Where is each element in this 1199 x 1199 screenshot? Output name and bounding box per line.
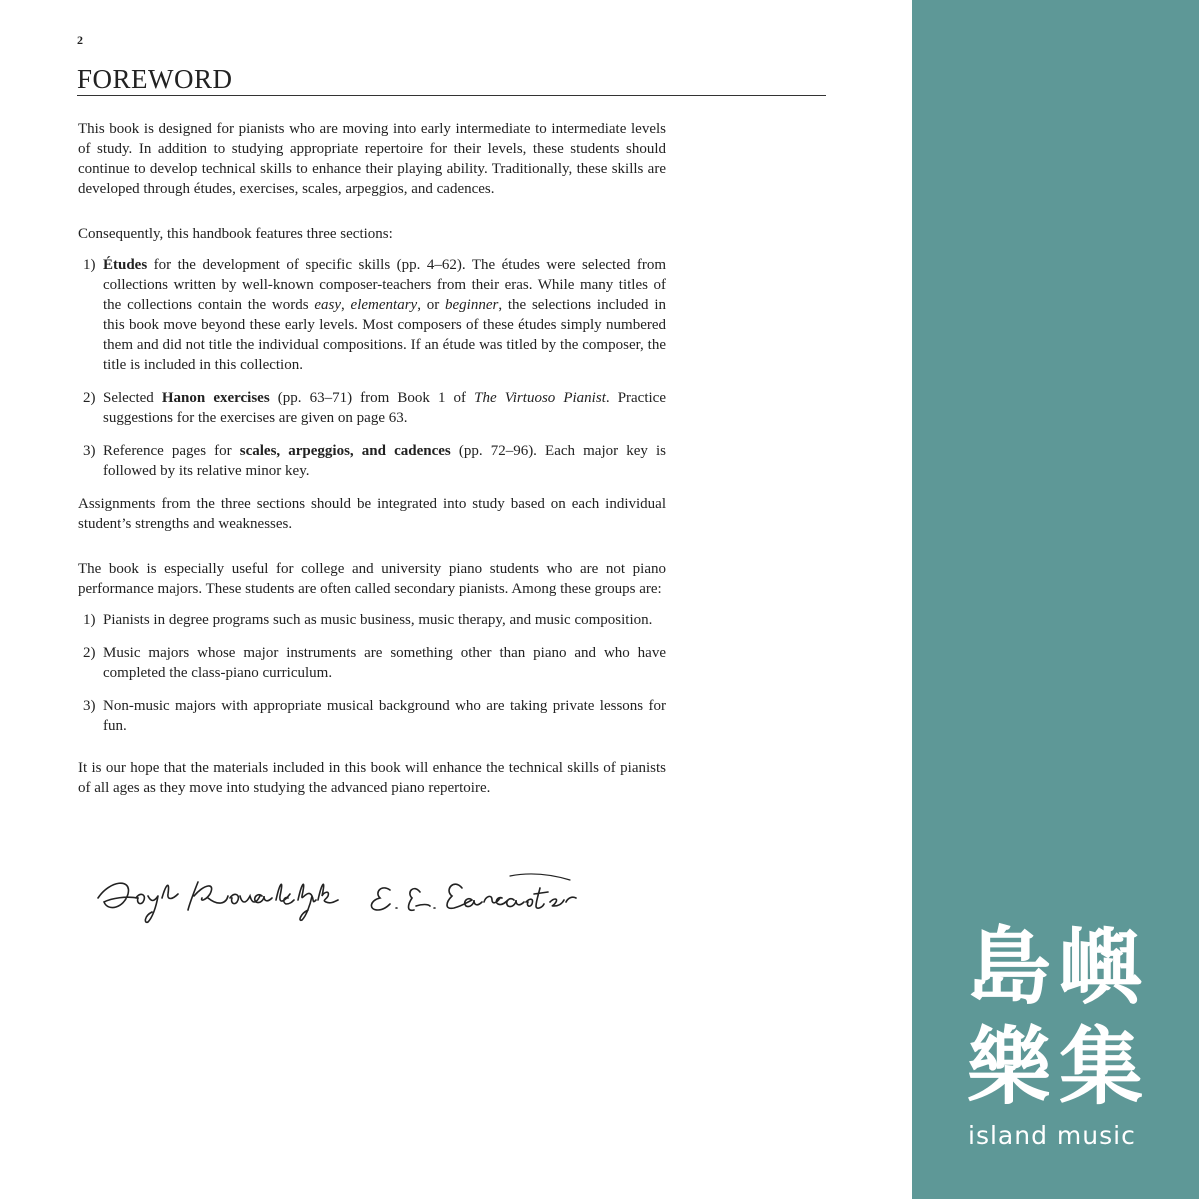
sections-lead: Consequently, this handbook features three sections: <box>78 226 393 242</box>
list-text <box>103 441 666 481</box>
logo-glyph: 樂 <box>966 1018 1051 1116</box>
list-number: 3) <box>83 443 96 459</box>
list-text: Music majors whose major instruments are something other than piano and who have completed the class-piano curriculum. <box>103 645 666 681</box>
assignments-paragraph: Assignments from the three sections should be integrated into study based on each individual student’s strengths and weaknesses. <box>78 496 666 532</box>
text-run: (pp. 72–96). Each major key is followed by its relative minor key. <box>103 443 666 479</box>
text-run: , <box>341 297 351 313</box>
list-text: Non-music majors with appropriate musical background who are taking private lessons for fun. <box>103 698 666 734</box>
text-run: (pp. 63–71) from Book 1 of <box>269 390 475 406</box>
logo-glyph: 島 <box>966 918 1051 1016</box>
italic-term: elementary <box>350 297 418 313</box>
sections-list <box>78 255 666 481</box>
text-run: Reference pages for <box>103 443 240 459</box>
bold-term: Hanon exercises <box>161 390 270 406</box>
bold-term: Études <box>103 257 148 273</box>
list-text <box>103 255 666 375</box>
list-item <box>78 255 666 375</box>
list-number: 3) <box>83 698 96 714</box>
list-item <box>78 643 666 683</box>
italic-term: easy <box>314 297 342 313</box>
list-number: 1) <box>83 257 96 273</box>
list-item <box>78 696 666 736</box>
text-run: , the selections included in this book move beyond these early levels. Most composers of these études simply numbered them and did not title the individual compositions. If an étude was titled by the composer, the title is included in this collection. <box>103 297 666 373</box>
foreword-body <box>78 119 666 798</box>
intro-paragraph: This book is designed for pianists who are moving into early intermediate to intermediate levels of study. In addition to studying appropriate repertoire for their levels, these students should continue to develop technical skills to enhance their playing ability. Traditionally, these skills are developed through études, exercises, scales, arpeggios, and cadences. <box>78 121 666 197</box>
text-run: . Practice suggestions for the exercises are given on page 63. <box>103 390 666 426</box>
signature-lancaster <box>371 874 576 910</box>
logo-glyph: 集 <box>1058 1018 1143 1116</box>
page-number: 2 <box>77 33 83 47</box>
list-item <box>78 610 666 630</box>
logo-text: island music <box>968 1121 1136 1150</box>
italic-term: The Virtuoso Pianist <box>474 390 606 406</box>
signatures-image <box>90 868 610 938</box>
page-title: FOREWORD <box>77 64 826 96</box>
list-number: 1) <box>83 612 96 628</box>
text-run: , or <box>417 297 445 313</box>
list-item <box>78 388 666 428</box>
groups-lead: The book is especially useful for college and university piano students who are not piano performance majors. These students are often called secondary pianists. Among these groups are: <box>78 561 666 597</box>
bold-term: scales, arpeggios, and cadences <box>239 443 451 459</box>
groups-list <box>78 610 666 736</box>
text-run: Selected <box>103 390 162 406</box>
list-number: 2) <box>83 645 96 661</box>
list-text: Pianists in degree programs such as music business, music therapy, and music composition. <box>103 612 653 628</box>
island-music-logo <box>960 918 1160 1155</box>
closing-paragraph: It is our hope that the materials included in this book will enhance the technical skills of pianists of all ages as they move into studying the advanced piano repertoire. <box>78 760 666 796</box>
list-text <box>103 388 666 428</box>
list-item <box>78 441 666 481</box>
text-run: for the development of specific skills (pp. 4–62). The études were selected from collections written by well-known composer-teachers from their eras. While many titles of the collections contain the words <box>103 257 666 313</box>
signature-kowalchyk <box>98 882 338 922</box>
logo-glyph: 嶼 <box>1058 918 1143 1016</box>
list-number: 2) <box>83 390 96 406</box>
italic-term: beginner <box>445 297 499 313</box>
